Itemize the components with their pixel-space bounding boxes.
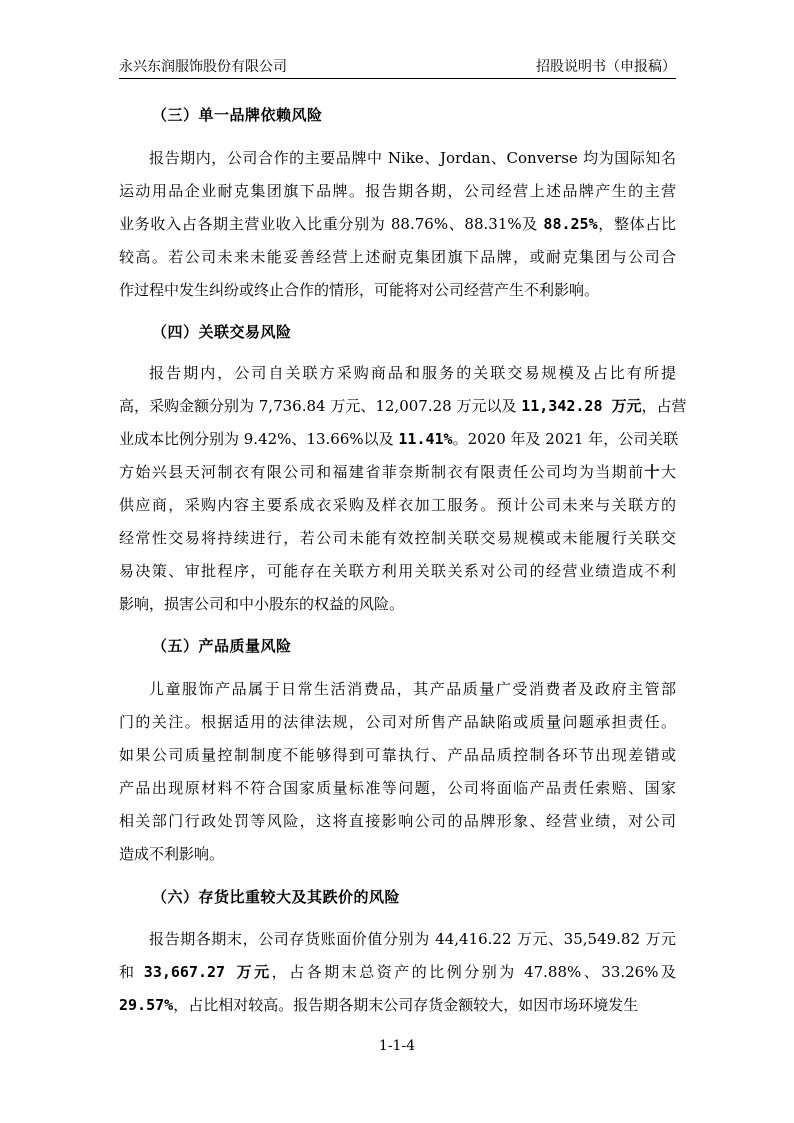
- section-heading-3: （三）单一品牌依赖风险: [152, 106, 323, 124]
- text-line: 门的关注。根据适用的法律法规，公司对所售产品缺陷或质量问题承担责任。: [119, 713, 676, 731]
- page-header: [119, 52, 676, 79]
- text-line: 产品出现原材料不符合国家质量标准等问题，公司将面临产品责任索赔、国家: [119, 779, 676, 797]
- section-body-3: [119, 142, 676, 307]
- section-heading-4: （四）关联交易风险: [152, 323, 292, 341]
- section-body-4: [119, 357, 687, 621]
- section-body-6: [119, 923, 676, 1022]
- section-heading-6: （六）存货比重较大及其跌价的风险: [152, 888, 401, 906]
- text-line: 相关部门行政处罚等风险，这将直接影响公司的品牌形象、经营业绩，对公司: [119, 812, 676, 830]
- text-line: 报告期各期末，公司存货账面价值分别为 44,416.22 万元、35,549.82 万元: [149, 930, 676, 948]
- bold-figure: 29.57%: [119, 996, 174, 1014]
- text-line: 影响，损害公司和中小股东的权益的风险。: [119, 595, 405, 613]
- text-line: 和 33,667.27 万元，占各期末总资产的比例分别为 47.88%、33.26%及: [119, 963, 676, 981]
- bold-figure: 11.41%: [398, 430, 453, 448]
- bold-figure: 十: [644, 463, 661, 481]
- text-line: 供应商，采购内容主要系成衣采购及样衣加工服务。预计公司未来与关联方的: [119, 496, 676, 514]
- text-line: 方始兴县天河制衣有限公司和福建省菲奈斯制衣有限责任公司均为当期前十大: [119, 463, 676, 481]
- text-line: 运动用品企业耐克集团旗下品牌。报告期各期，公司经营上述品牌产生的主营: [119, 182, 676, 200]
- text-line: 29.57%，占比相对较高。报告期各期末公司存货金额较大，如因市场环境发生: [119, 996, 639, 1014]
- text-line: 业成本比例分别为 9.42%、13.66%以及 11.41%。2020 年及 2021 年，公司关联: [119, 430, 679, 448]
- text-line: 经常性交易将持续进行，若公司未能有效控制关联交易规模或未能履行关联交: [119, 529, 676, 547]
- text-line: 较高。若公司未来未能妥善经营上述耐克集团旗下品牌，或耐克集团与公司合: [119, 248, 676, 266]
- text-line: 易决策、审批程序，可能存在关联方利用关联关系对公司的经营业绩造成不利: [119, 562, 676, 580]
- text-line: 业务收入占各期主营业收入比重分别为 88.76%、88.31%及 88.25%，整体占比: [119, 215, 676, 233]
- text-line: 报告期内，公司自关联方采购商品和服务的关联交易规模及占比有所提: [149, 364, 676, 382]
- text-line: 儿童服饰产品属于日常生活消费品，其产品质量广受消费者及政府主管部: [149, 680, 676, 698]
- text-line: 造成不利影响。: [119, 845, 225, 863]
- bold-figure: 88.25%: [543, 215, 598, 233]
- text-line: 作过程中发生纠纷或终止合作的情形，可能将对公司经营产生不利影响。: [119, 281, 600, 299]
- text-line: 报告期内，公司合作的主要品牌中 Nike、Jordan、Converse 均为国际知名: [149, 149, 676, 167]
- text-line: 高，采购金额分别为 7,736.84 万元、12,007.28 万元以及 11,342.28 万元，占营: [119, 397, 687, 415]
- bold-figure: 11,342.28 万元: [521, 397, 642, 415]
- document-title: 招股说明书（申报稿）: [536, 59, 676, 75]
- company-name: 永兴东润服饰股份有限公司: [119, 59, 287, 75]
- section-heading-5: （五）产品质量风险: [152, 637, 292, 655]
- page-number: 1-1-4: [378, 1038, 416, 1054]
- text-line: 如果公司质量控制制度不能够得到可靠执行、产品品质控制各环节出现差错或: [119, 746, 676, 764]
- section-body-5: [119, 673, 676, 871]
- bold-figure: 33,667.27 万元: [143, 963, 272, 981]
